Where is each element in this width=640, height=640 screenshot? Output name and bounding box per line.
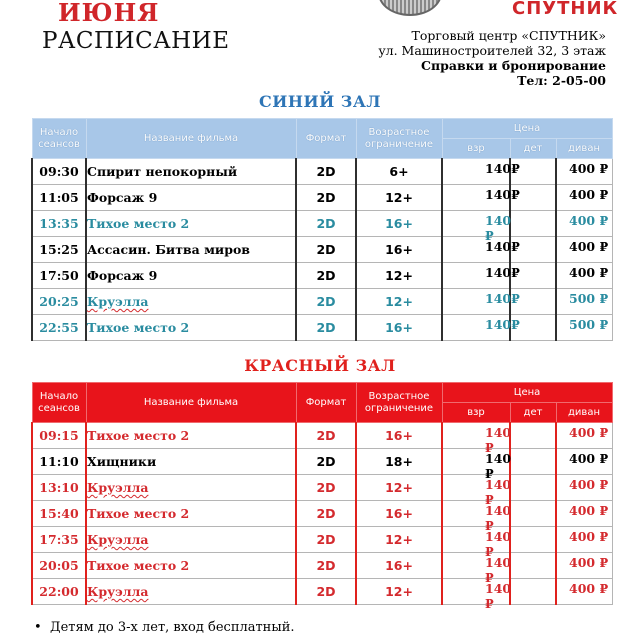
contact-block xyxy=(378,28,606,88)
price-adult xyxy=(442,553,512,585)
price-sofa xyxy=(556,159,612,185)
film-format: 2D xyxy=(296,553,356,579)
session-time: 11:10 xyxy=(32,449,86,475)
blue-hall-title: СИНИЙ ЗАЛ xyxy=(259,92,381,111)
col-format: Формат xyxy=(296,383,356,423)
price-sofa-value: 400 ₽ xyxy=(569,529,609,544)
film-title-text: Круэлла xyxy=(87,480,149,495)
price-sofa xyxy=(556,289,612,315)
price-child xyxy=(510,475,556,501)
price-sofa xyxy=(556,211,612,237)
price-sofa xyxy=(556,501,612,527)
table-row xyxy=(32,475,612,501)
price-adult xyxy=(442,185,520,211)
age-rating: 16+ xyxy=(356,315,442,341)
price-child xyxy=(510,185,556,211)
film-title: Ассасин. Битва миров xyxy=(86,237,296,263)
price-adult xyxy=(442,579,512,611)
film-title xyxy=(86,527,296,553)
session-time: 15:25 xyxy=(32,237,86,263)
film-title: Хищники xyxy=(86,449,296,475)
age-rating: 16+ xyxy=(356,211,442,237)
film-format: 2D xyxy=(296,237,356,263)
table-row xyxy=(32,527,612,553)
col-start: Начало сеансов xyxy=(32,119,86,159)
col-adult: взр xyxy=(442,403,510,423)
film-title xyxy=(86,579,296,605)
age-rating: 12+ xyxy=(356,475,442,501)
price-adult xyxy=(442,315,520,341)
price-sofa xyxy=(556,553,612,579)
film-format: 2D xyxy=(296,449,356,475)
session-time: 22:55 xyxy=(32,315,86,341)
price-adult xyxy=(442,263,520,289)
price-adult xyxy=(442,211,512,243)
contact-phone: Тел: 2-05-00 xyxy=(517,73,606,88)
contact-booking: Справки и бронирование xyxy=(421,58,606,73)
col-sofa: диван xyxy=(556,403,612,423)
film-title: Тихое место 2 xyxy=(86,315,296,341)
col-adult: взр xyxy=(442,139,510,159)
age-rating: 16+ xyxy=(356,553,442,579)
film-title-text: Круэлла xyxy=(87,584,149,599)
film-title-text: Круэлла xyxy=(87,294,149,309)
col-start: Начало сеансов xyxy=(32,383,86,423)
film-title-text: Круэлла xyxy=(87,532,149,547)
price-adult xyxy=(442,289,520,315)
price-adult-value: 140₽ xyxy=(485,265,520,280)
price-child xyxy=(510,501,556,527)
col-film: Название фильма xyxy=(86,119,296,159)
month-label: ИЮНЯ xyxy=(58,0,160,27)
age-rating: 18+ xyxy=(356,449,442,475)
film-title: Тихое место 2 xyxy=(86,553,296,579)
film-format: 2D xyxy=(296,579,356,605)
film-format: 2D xyxy=(296,315,356,341)
table-row xyxy=(32,211,612,237)
film-title: Тихое место 2 xyxy=(86,423,296,449)
price-sofa xyxy=(556,475,612,501)
price-adult xyxy=(442,449,512,481)
table-row xyxy=(32,315,612,341)
price-adult-value: 140 ₽ xyxy=(485,503,512,533)
price-child xyxy=(510,579,556,605)
price-adult-value: 140 ₽ xyxy=(485,213,512,243)
table-row xyxy=(32,579,612,605)
page-title: РАСПИСАНИЕ xyxy=(42,28,230,54)
table-row xyxy=(32,263,612,289)
price-adult-value: 140₽ xyxy=(485,239,520,254)
price-sofa xyxy=(556,185,612,211)
price-adult xyxy=(442,237,520,263)
price-child xyxy=(510,527,556,553)
session-time: 20:25 xyxy=(32,289,86,315)
session-time: 20:05 xyxy=(32,553,86,579)
price-child xyxy=(510,211,556,237)
col-price: Цена xyxy=(442,383,612,403)
film-title: Тихое место 2 xyxy=(86,501,296,527)
price-sofa-value: 400 ₽ xyxy=(569,265,609,280)
col-child: дет xyxy=(510,139,556,159)
table-row xyxy=(32,289,612,315)
film-format: 2D xyxy=(296,527,356,553)
price-adult-value: 140 ₽ xyxy=(485,581,512,611)
price-adult xyxy=(442,501,512,533)
price-child xyxy=(510,423,556,449)
price-adult-value: 140₽ xyxy=(485,161,520,176)
film-title: Спирит непокорный xyxy=(86,159,296,185)
session-time: 13:35 xyxy=(32,211,86,237)
red-hall-schedule xyxy=(31,382,613,611)
price-adult-value: 140 ₽ xyxy=(485,555,512,585)
brand-name: СПУТНИК xyxy=(512,0,619,19)
age-rating: 16+ xyxy=(356,423,442,449)
film-format: 2D xyxy=(296,263,356,289)
film-format: 2D xyxy=(296,423,356,449)
price-adult xyxy=(442,423,512,455)
film-title xyxy=(86,475,296,501)
age-rating: 12+ xyxy=(356,579,442,605)
price-sofa xyxy=(556,263,612,289)
film-title: Тихое место 2 xyxy=(86,211,296,237)
price-adult-value: 140 ₽ xyxy=(485,451,512,481)
film-title: Форсаж 9 xyxy=(86,263,296,289)
age-rating: 12+ xyxy=(356,185,442,211)
price-child xyxy=(510,289,556,315)
price-sofa-value: 400 ₽ xyxy=(569,213,609,228)
film-format: 2D xyxy=(296,475,356,501)
col-age: Возрастное ограничение xyxy=(356,383,442,423)
price-sofa xyxy=(556,527,612,553)
price-adult-value: 140₽ xyxy=(485,187,520,202)
contact-address: ул. Машиностроителей 32, 3 этаж xyxy=(378,43,606,58)
age-rating: 12+ xyxy=(356,527,442,553)
cinema-logo-icon xyxy=(378,0,442,16)
price-sofa-value: 400 ₽ xyxy=(569,503,609,518)
col-sofa: диван xyxy=(556,139,612,159)
table-row xyxy=(32,553,612,579)
col-film: Название фильма xyxy=(86,383,296,423)
age-rating: 6+ xyxy=(356,159,442,185)
table-row xyxy=(32,159,612,185)
price-sofa xyxy=(556,579,612,605)
table-row xyxy=(32,237,612,263)
price-sofa-value: 500 ₽ xyxy=(569,317,609,332)
price-adult-value: 140 ₽ xyxy=(485,425,512,455)
price-adult-value: 140 ₽ xyxy=(485,477,512,507)
film-format: 2D xyxy=(296,501,356,527)
price-child xyxy=(510,449,556,475)
price-sofa-value: 400 ₽ xyxy=(569,187,609,202)
age-rating: 16+ xyxy=(356,237,442,263)
price-child xyxy=(510,315,556,341)
price-sofa-value: 400 ₽ xyxy=(569,161,609,176)
price-sofa xyxy=(556,315,612,341)
film-title: Форсаж 9 xyxy=(86,185,296,211)
price-adult-value: 140 ₽ xyxy=(485,529,512,559)
film-format: 2D xyxy=(296,159,356,185)
table-row xyxy=(32,501,612,527)
table-row xyxy=(32,185,612,211)
session-time: 17:50 xyxy=(32,263,86,289)
film-format: 2D xyxy=(296,185,356,211)
session-time: 13:10 xyxy=(32,475,86,501)
footer-note: • Детям до 3-х лет, вход бесплатный. xyxy=(50,620,295,635)
red-hall-title: КРАСНЫЙ ЗАЛ xyxy=(244,356,396,375)
price-adult-value: 140₽ xyxy=(485,317,520,332)
session-time: 09:30 xyxy=(32,159,86,185)
price-sofa xyxy=(556,237,612,263)
session-time: 11:05 xyxy=(32,185,86,211)
price-sofa-value: 400 ₽ xyxy=(569,581,609,596)
price-adult xyxy=(442,159,520,185)
price-sofa-value: 400 ₽ xyxy=(569,451,609,466)
contact-mall: Торговый центр «СПУТНИК» xyxy=(411,28,606,43)
col-price: Цена xyxy=(442,119,612,139)
film-format: 2D xyxy=(296,289,356,315)
blue-hall-schedule xyxy=(31,118,613,341)
session-time: 22:00 xyxy=(32,579,86,605)
price-child xyxy=(510,237,556,263)
session-time: 09:15 xyxy=(32,423,86,449)
age-rating: 16+ xyxy=(356,501,442,527)
price-sofa-value: 400 ₽ xyxy=(569,477,609,492)
price-adult-value: 140₽ xyxy=(485,291,520,306)
price-sofa-value: 400 ₽ xyxy=(569,555,609,570)
price-child xyxy=(510,553,556,579)
price-adult xyxy=(442,527,512,559)
price-sofa-value: 400 ₽ xyxy=(569,425,609,440)
age-rating: 12+ xyxy=(356,263,442,289)
session-time: 17:35 xyxy=(32,527,86,553)
table-row xyxy=(32,423,612,449)
col-age: Возрастное ограничение xyxy=(356,119,442,159)
price-sofa-value: 400 ₽ xyxy=(569,239,609,254)
price-child xyxy=(510,263,556,289)
col-format: Формат xyxy=(296,119,356,159)
col-child: дет xyxy=(510,403,556,423)
price-sofa xyxy=(556,423,612,449)
table-row xyxy=(32,449,612,475)
price-sofa xyxy=(556,449,612,475)
price-child xyxy=(510,159,556,185)
film-title xyxy=(86,289,296,315)
session-time: 15:40 xyxy=(32,501,86,527)
film-format: 2D xyxy=(296,211,356,237)
price-sofa-value: 500 ₽ xyxy=(569,291,609,306)
age-rating: 12+ xyxy=(356,289,442,315)
price-adult xyxy=(442,475,512,507)
